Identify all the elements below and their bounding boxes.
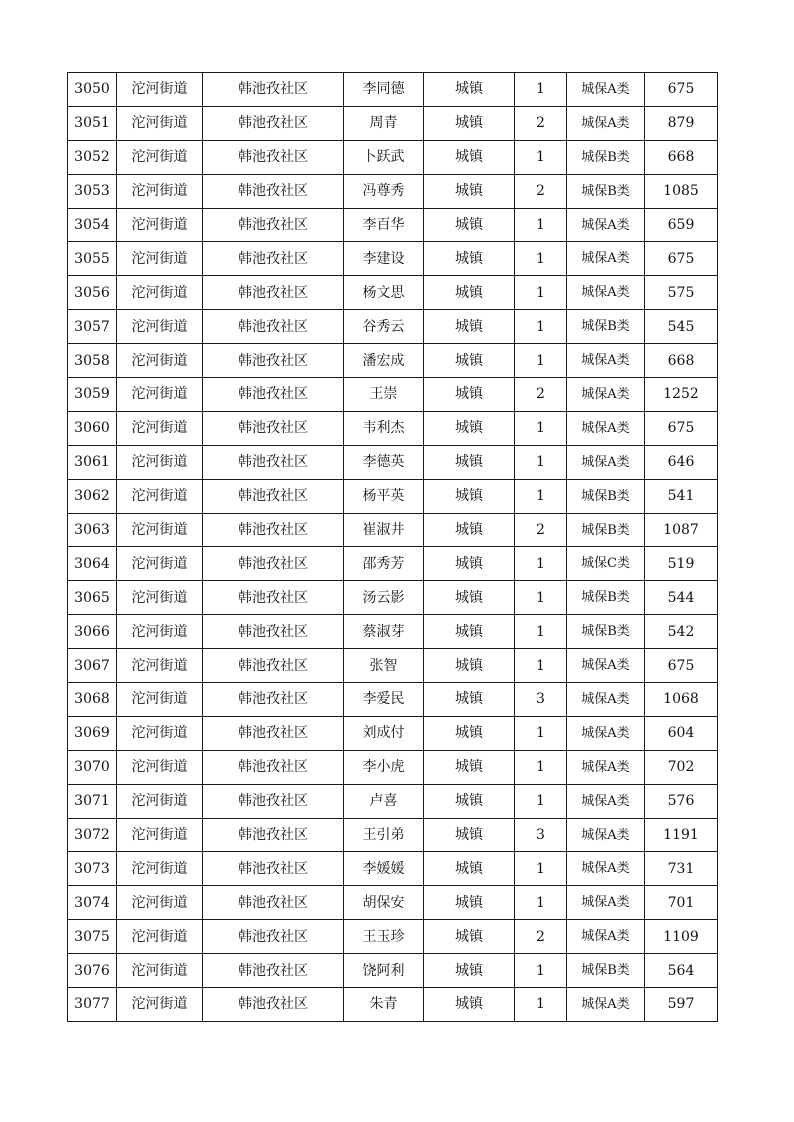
person-name-cell: 饶阿利 <box>344 954 424 988</box>
amount-cell: 879 <box>645 106 718 140</box>
category-cell: 城保A类 <box>567 750 645 784</box>
table-row <box>68 920 718 954</box>
table-row <box>68 954 718 988</box>
serial-number-cell: 3069 <box>68 716 117 750</box>
household-count-cell: 1 <box>515 344 567 378</box>
community-cell: 韩池孜社区 <box>203 208 344 242</box>
street-cell: 沱河街道 <box>117 784 203 818</box>
person-name-cell: 杨文思 <box>344 276 424 310</box>
amount-cell: 575 <box>645 276 718 310</box>
category-cell: 城保B类 <box>567 174 645 208</box>
household-count-cell: 1 <box>515 445 567 479</box>
street-cell: 沱河街道 <box>117 276 203 310</box>
category-cell: 城保A类 <box>567 784 645 818</box>
recipient-table-body <box>68 73 718 1022</box>
amount-cell: 731 <box>645 852 718 886</box>
household-count-cell: 1 <box>515 276 567 310</box>
household-count-cell: 1 <box>515 988 567 1022</box>
amount-cell: 604 <box>645 716 718 750</box>
person-name-cell: 刘成付 <box>344 716 424 750</box>
category-cell: 城保A类 <box>567 886 645 920</box>
community-cell: 韩池孜社区 <box>203 378 344 412</box>
household-count-cell: 1 <box>515 649 567 683</box>
table-row <box>68 445 718 479</box>
table-row <box>68 106 718 140</box>
amount-cell: 675 <box>645 73 718 107</box>
table-row <box>68 683 718 717</box>
household-count-cell: 1 <box>515 242 567 276</box>
household-count-cell: 2 <box>515 513 567 547</box>
household-count-cell: 2 <box>515 106 567 140</box>
household-count-cell: 1 <box>515 954 567 988</box>
category-cell: 城保A类 <box>567 920 645 954</box>
street-cell: 沱河街道 <box>117 208 203 242</box>
area-type-cell: 城镇 <box>424 581 515 615</box>
recipient-table <box>67 72 718 1022</box>
category-cell: 城保A类 <box>567 106 645 140</box>
serial-number-cell: 3073 <box>68 852 117 886</box>
area-type-cell: 城镇 <box>424 615 515 649</box>
amount-cell: 597 <box>645 988 718 1022</box>
serial-number-cell: 3074 <box>68 886 117 920</box>
street-cell: 沱河街道 <box>117 73 203 107</box>
area-type-cell: 城镇 <box>424 411 515 445</box>
amount-cell: 1068 <box>645 683 718 717</box>
person-name-cell: 王引弟 <box>344 818 424 852</box>
person-name-cell: 邵秀芳 <box>344 547 424 581</box>
table-row <box>68 988 718 1022</box>
table-row <box>68 547 718 581</box>
person-name-cell: 李德英 <box>344 445 424 479</box>
table-row <box>68 140 718 174</box>
amount-cell: 646 <box>645 445 718 479</box>
category-cell: 城保B类 <box>567 513 645 547</box>
community-cell: 韩池孜社区 <box>203 683 344 717</box>
table-row <box>68 310 718 344</box>
household-count-cell: 1 <box>515 208 567 242</box>
category-cell: 城保C类 <box>567 547 645 581</box>
area-type-cell: 城镇 <box>424 106 515 140</box>
amount-cell: 544 <box>645 581 718 615</box>
amount-cell: 668 <box>645 344 718 378</box>
serial-number-cell: 3077 <box>68 988 117 1022</box>
household-count-cell: 1 <box>515 547 567 581</box>
street-cell: 沱河街道 <box>117 378 203 412</box>
person-name-cell: 李小虎 <box>344 750 424 784</box>
household-count-cell: 1 <box>515 852 567 886</box>
category-cell: 城保B类 <box>567 581 645 615</box>
person-name-cell: 王崇 <box>344 378 424 412</box>
serial-number-cell: 3061 <box>68 445 117 479</box>
person-name-cell: 张智 <box>344 649 424 683</box>
household-count-cell: 1 <box>515 310 567 344</box>
amount-cell: 545 <box>645 310 718 344</box>
area-type-cell: 城镇 <box>424 920 515 954</box>
community-cell: 韩池孜社区 <box>203 411 344 445</box>
person-name-cell: 胡保安 <box>344 886 424 920</box>
table-row <box>68 411 718 445</box>
category-cell: 城保A类 <box>567 242 645 276</box>
category-cell: 城保A类 <box>567 73 645 107</box>
household-count-cell: 1 <box>515 73 567 107</box>
serial-number-cell: 3050 <box>68 73 117 107</box>
table-row <box>68 886 718 920</box>
street-cell: 沱河街道 <box>117 344 203 378</box>
area-type-cell: 城镇 <box>424 310 515 344</box>
area-type-cell: 城镇 <box>424 174 515 208</box>
area-type-cell: 城镇 <box>424 344 515 378</box>
street-cell: 沱河街道 <box>117 513 203 547</box>
table-row <box>68 716 718 750</box>
person-name-cell: 杨平英 <box>344 479 424 513</box>
street-cell: 沱河街道 <box>117 954 203 988</box>
amount-cell: 675 <box>645 242 718 276</box>
community-cell: 韩池孜社区 <box>203 344 344 378</box>
street-cell: 沱河街道 <box>117 886 203 920</box>
street-cell: 沱河街道 <box>117 920 203 954</box>
area-type-cell: 城镇 <box>424 140 515 174</box>
street-cell: 沱河街道 <box>117 615 203 649</box>
household-count-cell: 2 <box>515 174 567 208</box>
area-type-cell: 城镇 <box>424 954 515 988</box>
table-row <box>68 750 718 784</box>
table-row <box>68 513 718 547</box>
serial-number-cell: 3068 <box>68 683 117 717</box>
serial-number-cell: 3060 <box>68 411 117 445</box>
table-row <box>68 378 718 412</box>
street-cell: 沱河街道 <box>117 445 203 479</box>
household-count-cell: 2 <box>515 378 567 412</box>
serial-number-cell: 3051 <box>68 106 117 140</box>
household-count-cell: 3 <box>515 818 567 852</box>
street-cell: 沱河街道 <box>117 716 203 750</box>
serial-number-cell: 3062 <box>68 479 117 513</box>
table-row <box>68 615 718 649</box>
community-cell: 韩池孜社区 <box>203 649 344 683</box>
amount-cell: 675 <box>645 411 718 445</box>
area-type-cell: 城镇 <box>424 479 515 513</box>
amount-cell: 668 <box>645 140 718 174</box>
street-cell: 沱河街道 <box>117 581 203 615</box>
amount-cell: 659 <box>645 208 718 242</box>
community-cell: 韩池孜社区 <box>203 954 344 988</box>
street-cell: 沱河街道 <box>117 411 203 445</box>
category-cell: 城保A类 <box>567 344 645 378</box>
area-type-cell: 城镇 <box>424 547 515 581</box>
amount-cell: 1087 <box>645 513 718 547</box>
amount-cell: 701 <box>645 886 718 920</box>
street-cell: 沱河街道 <box>117 106 203 140</box>
category-cell: 城保B类 <box>567 615 645 649</box>
amount-cell: 519 <box>645 547 718 581</box>
amount-cell: 542 <box>645 615 718 649</box>
street-cell: 沱河街道 <box>117 683 203 717</box>
table-row <box>68 242 718 276</box>
community-cell: 韩池孜社区 <box>203 886 344 920</box>
serial-number-cell: 3052 <box>68 140 117 174</box>
category-cell: 城保B类 <box>567 140 645 174</box>
person-name-cell: 李建设 <box>344 242 424 276</box>
amount-cell: 675 <box>645 649 718 683</box>
community-cell: 韩池孜社区 <box>203 174 344 208</box>
serial-number-cell: 3064 <box>68 547 117 581</box>
person-name-cell: 汤云影 <box>344 581 424 615</box>
household-count-cell: 3 <box>515 683 567 717</box>
community-cell: 韩池孜社区 <box>203 513 344 547</box>
table-row <box>68 649 718 683</box>
street-cell: 沱河街道 <box>117 140 203 174</box>
community-cell: 韩池孜社区 <box>203 445 344 479</box>
area-type-cell: 城镇 <box>424 818 515 852</box>
street-cell: 沱河街道 <box>117 242 203 276</box>
community-cell: 韩池孜社区 <box>203 479 344 513</box>
area-type-cell: 城镇 <box>424 445 515 479</box>
street-cell: 沱河街道 <box>117 310 203 344</box>
household-count-cell: 2 <box>515 920 567 954</box>
area-type-cell: 城镇 <box>424 242 515 276</box>
area-type-cell: 城镇 <box>424 649 515 683</box>
amount-cell: 1191 <box>645 818 718 852</box>
category-cell: 城保A类 <box>567 276 645 310</box>
table-row <box>68 818 718 852</box>
category-cell: 城保A类 <box>567 378 645 412</box>
category-cell: 城保B类 <box>567 479 645 513</box>
category-cell: 城保A类 <box>567 988 645 1022</box>
community-cell: 韩池孜社区 <box>203 73 344 107</box>
community-cell: 韩池孜社区 <box>203 615 344 649</box>
street-cell: 沱河街道 <box>117 649 203 683</box>
area-type-cell: 城镇 <box>424 784 515 818</box>
person-name-cell: 王玉珍 <box>344 920 424 954</box>
serial-number-cell: 3063 <box>68 513 117 547</box>
serial-number-cell: 3066 <box>68 615 117 649</box>
person-name-cell: 卜跃武 <box>344 140 424 174</box>
category-cell: 城保A类 <box>567 852 645 886</box>
serial-number-cell: 3076 <box>68 954 117 988</box>
table-row <box>68 479 718 513</box>
category-cell: 城保A类 <box>567 649 645 683</box>
area-type-cell: 城镇 <box>424 513 515 547</box>
person-name-cell: 冯尊秀 <box>344 174 424 208</box>
community-cell: 韩池孜社区 <box>203 750 344 784</box>
area-type-cell: 城镇 <box>424 73 515 107</box>
community-cell: 韩池孜社区 <box>203 106 344 140</box>
community-cell: 韩池孜社区 <box>203 716 344 750</box>
person-name-cell: 谷秀云 <box>344 310 424 344</box>
serial-number-cell: 3070 <box>68 750 117 784</box>
serial-number-cell: 3053 <box>68 174 117 208</box>
person-name-cell: 李同德 <box>344 73 424 107</box>
amount-cell: 702 <box>645 750 718 784</box>
amount-cell: 1252 <box>645 378 718 412</box>
table-row <box>68 276 718 310</box>
category-cell: 城保B类 <box>567 954 645 988</box>
category-cell: 城保A类 <box>567 208 645 242</box>
area-type-cell: 城镇 <box>424 276 515 310</box>
amount-cell: 576 <box>645 784 718 818</box>
category-cell: 城保A类 <box>567 716 645 750</box>
serial-number-cell: 3071 <box>68 784 117 818</box>
category-cell: 城保A类 <box>567 818 645 852</box>
person-name-cell: 李百华 <box>344 208 424 242</box>
serial-number-cell: 3059 <box>68 378 117 412</box>
area-type-cell: 城镇 <box>424 988 515 1022</box>
serial-number-cell: 3054 <box>68 208 117 242</box>
category-cell: 城保A类 <box>567 683 645 717</box>
serial-number-cell: 3055 <box>68 242 117 276</box>
community-cell: 韩池孜社区 <box>203 818 344 852</box>
person-name-cell: 李爱民 <box>344 683 424 717</box>
table-row <box>68 208 718 242</box>
area-type-cell: 城镇 <box>424 852 515 886</box>
street-cell: 沱河街道 <box>117 174 203 208</box>
amount-cell: 541 <box>645 479 718 513</box>
serial-number-cell: 3065 <box>68 581 117 615</box>
community-cell: 韩池孜社区 <box>203 581 344 615</box>
household-count-cell: 1 <box>515 479 567 513</box>
street-cell: 沱河街道 <box>117 988 203 1022</box>
area-type-cell: 城镇 <box>424 208 515 242</box>
table-row <box>68 73 718 107</box>
street-cell: 沱河街道 <box>117 852 203 886</box>
category-cell: 城保A类 <box>567 411 645 445</box>
community-cell: 韩池孜社区 <box>203 784 344 818</box>
table-row <box>68 581 718 615</box>
community-cell: 韩池孜社区 <box>203 310 344 344</box>
household-count-cell: 1 <box>515 716 567 750</box>
serial-number-cell: 3056 <box>68 276 117 310</box>
amount-cell: 1085 <box>645 174 718 208</box>
area-type-cell: 城镇 <box>424 683 515 717</box>
table-row <box>68 174 718 208</box>
community-cell: 韩池孜社区 <box>203 852 344 886</box>
person-name-cell: 韦利杰 <box>344 411 424 445</box>
amount-cell: 564 <box>645 954 718 988</box>
street-cell: 沱河街道 <box>117 479 203 513</box>
household-count-cell: 1 <box>515 140 567 174</box>
serial-number-cell: 3075 <box>68 920 117 954</box>
community-cell: 韩池孜社区 <box>203 276 344 310</box>
serial-number-cell: 3057 <box>68 310 117 344</box>
person-name-cell: 周青 <box>344 106 424 140</box>
person-name-cell: 李媛媛 <box>344 852 424 886</box>
street-cell: 沱河街道 <box>117 750 203 784</box>
community-cell: 韩池孜社区 <box>203 920 344 954</box>
person-name-cell: 朱青 <box>344 988 424 1022</box>
area-type-cell: 城镇 <box>424 716 515 750</box>
person-name-cell: 潘宏成 <box>344 344 424 378</box>
household-count-cell: 1 <box>515 615 567 649</box>
community-cell: 韩池孜社区 <box>203 242 344 276</box>
serial-number-cell: 3058 <box>68 344 117 378</box>
table-row <box>68 852 718 886</box>
person-name-cell: 卢喜 <box>344 784 424 818</box>
area-type-cell: 城镇 <box>424 886 515 920</box>
household-count-cell: 1 <box>515 411 567 445</box>
household-count-cell: 1 <box>515 581 567 615</box>
category-cell: 城保A类 <box>567 445 645 479</box>
street-cell: 沱河街道 <box>117 818 203 852</box>
table-row <box>68 344 718 378</box>
community-cell: 韩池孜社区 <box>203 988 344 1022</box>
street-cell: 沱河街道 <box>117 547 203 581</box>
household-count-cell: 1 <box>515 784 567 818</box>
household-count-cell: 1 <box>515 886 567 920</box>
area-type-cell: 城镇 <box>424 378 515 412</box>
person-name-cell: 崔淑井 <box>344 513 424 547</box>
community-cell: 韩池孜社区 <box>203 547 344 581</box>
serial-number-cell: 3067 <box>68 649 117 683</box>
category-cell: 城保B类 <box>567 310 645 344</box>
person-name-cell: 蔡淑芽 <box>344 615 424 649</box>
serial-number-cell: 3072 <box>68 818 117 852</box>
table-row <box>68 784 718 818</box>
community-cell: 韩池孜社区 <box>203 140 344 174</box>
amount-cell: 1109 <box>645 920 718 954</box>
area-type-cell: 城镇 <box>424 750 515 784</box>
household-count-cell: 1 <box>515 750 567 784</box>
